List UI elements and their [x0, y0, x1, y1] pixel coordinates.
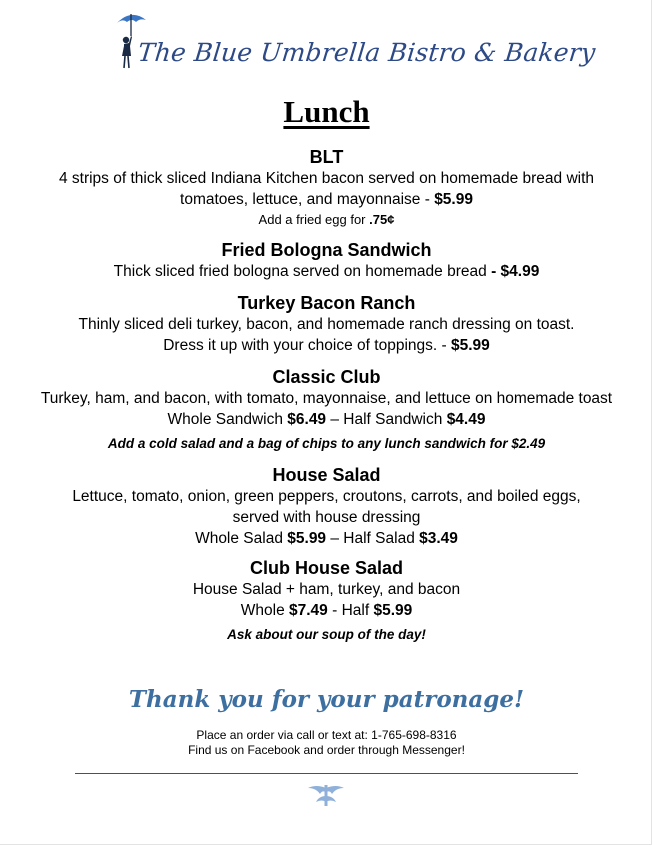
page-title: Lunch: [283, 94, 370, 129]
menu-item-club-house-salad: [40, 557, 613, 621]
menu-item-classic-club: [40, 366, 613, 430]
contact-phone: Place an order via call or text at: 1-765-698-8316: [196, 728, 457, 742]
item-addon: Add a fried egg for .75¢: [258, 212, 395, 227]
fleur-flourish-icon: [306, 782, 346, 808]
menu-item-house-salad: [40, 464, 613, 549]
menu-item-blt: [40, 146, 613, 229]
item-name: Club House Salad: [249, 558, 404, 578]
item-prices: Whole Salad $5.99 – Half Salad $3.49: [195, 530, 458, 547]
thank-you-message: Thank you for your patronage!: [128, 686, 525, 713]
salad-offer-note: Add a cold salad and a bag of chips to any lunch sandwich for $2.49: [107, 436, 546, 451]
item-description: House Salad + ham, turkey, and bacon: [192, 581, 461, 598]
contact-facebook: Find us on Facebook and order through Messenger!: [188, 743, 465, 757]
brand-name: The Blue Umbrella Bistro & Bakery: [136, 38, 597, 67]
menu-item-fried-bologna: [40, 239, 613, 282]
item-description: Thinly sliced deli turkey, bacon, and homemade ranch dressing on toast. Dress it up with your choice of toppings. - $5.99: [78, 316, 575, 354]
brand-logo: [110, 10, 597, 76]
contact-info: [0, 728, 653, 758]
item-prices: Whole $7.49 - Half $5.99: [240, 602, 413, 619]
menu-list: [40, 146, 613, 655]
footer-divider: [75, 773, 578, 774]
soup-note: Ask about our soup of the day!: [227, 627, 426, 642]
item-name: Classic Club: [272, 367, 381, 387]
item-description: Turkey, ham, and bacon, with tomato, mayonnaise, and lettuce on homemade toast: [40, 390, 613, 407]
item-price: $5.99: [434, 191, 473, 208]
item-price: $5.99: [450, 337, 490, 354]
item-prices: Whole Sandwich $6.49 – Half Sandwich $4.49: [167, 411, 486, 428]
menu-item-turkey-bacon-ranch: [40, 292, 613, 356]
item-description: 4 strips of thick sliced Indiana Kitchen bacon served on homemade bread with tomatoes, lettuce, and mayonnaise - $5.99: [58, 170, 595, 208]
addon-price: .75¢: [369, 212, 395, 227]
item-name: House Salad: [272, 465, 381, 485]
item-description: Lettuce, tomato, onion, green peppers, croutons, carrots, and boiled eggs, served with house dressing: [72, 488, 581, 526]
item-name: BLT: [309, 147, 344, 167]
item-price: - $4.99: [491, 263, 540, 280]
item-name: Turkey Bacon Ranch: [237, 293, 416, 313]
item-name: Fried Bologna Sandwich: [221, 240, 432, 260]
item-description: Thick sliced fried bologna served on homemade bread - $4.99: [113, 263, 540, 280]
